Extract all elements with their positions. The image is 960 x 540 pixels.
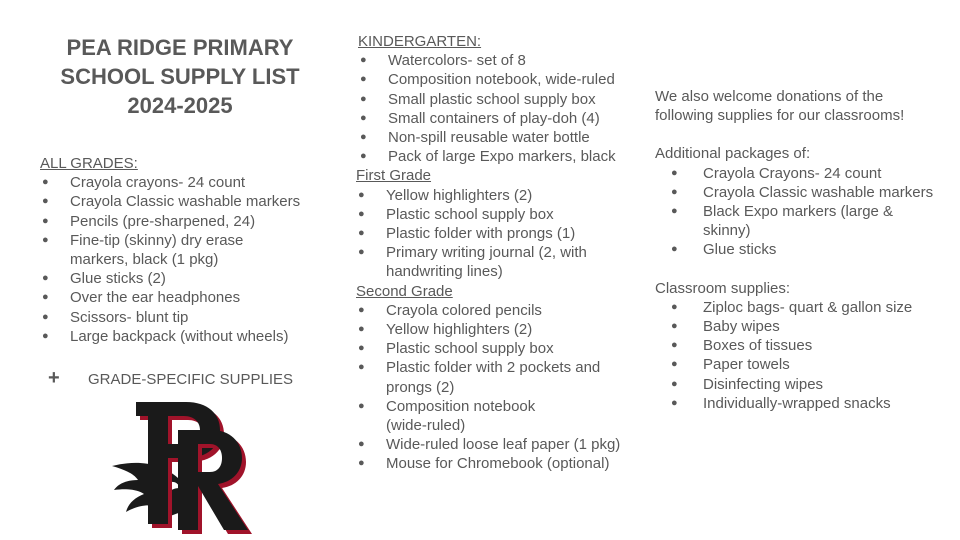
classroom-list <box>655 298 950 413</box>
list-item: ● Pack of large Expo markers, black <box>358 147 646 166</box>
title-line-3: 2024-2025 <box>127 93 233 118</box>
second-grade-section <box>356 282 646 474</box>
first-grade-list <box>356 186 646 282</box>
list-item: ● Pencils (pre-sharpened, 24) <box>40 212 330 231</box>
list-item: ● Paper towels <box>655 355 950 374</box>
pea-ridge-logo <box>108 400 258 538</box>
list-item: ● Over the ear headphones <box>40 288 330 307</box>
list-item: ● Disinfecting wipes <box>655 375 950 394</box>
list-item: ● Crayola colored pencils <box>356 301 646 320</box>
list-item: ● Crayola Crayons- 24 count <box>655 164 950 183</box>
list-item: ● Crayola Classic washable markers <box>655 183 950 202</box>
plus-icon: + <box>48 367 60 389</box>
list-item: ● Yellow highlighters (2) <box>356 186 646 205</box>
all-grades-heading: ALL GRADES: <box>40 155 138 172</box>
grade-lists-column <box>356 32 646 474</box>
kindergarten-section <box>356 32 646 166</box>
list-item: ● Wide-ruled loose leaf paper (1 pkg) <box>356 435 646 454</box>
list-item: ● Small containers of play-doh (4) <box>358 109 646 128</box>
additional-list <box>655 164 950 260</box>
first-grade-section <box>356 166 646 281</box>
list-item: ● Large backpack (without wheels) <box>40 327 330 346</box>
list-item: ● Plastic folder with prongs (1) <box>356 224 646 243</box>
list-item: ● Plastic school supply box <box>356 205 646 224</box>
list-item: ● Black Expo markers (large & skinny) <box>655 202 918 240</box>
page-title <box>30 33 330 120</box>
list-item: ● Fine-tip (skinny) dry erase markers, black (1 pkg) <box>40 231 270 269</box>
list-item: ● Primary writing journal (2, with handwriting lines) <box>356 243 616 281</box>
title-line-2: SCHOOL SUPPLY LIST <box>60 64 300 89</box>
list-item: ● Crayola crayons- 24 count <box>40 173 330 192</box>
all-grades-list <box>40 173 330 346</box>
list-item: ● Mouse for Chromebook (optional) <box>356 454 646 473</box>
first-grade-heading: First Grade <box>356 167 432 185</box>
classroom-heading: Classroom supplies: <box>655 279 791 297</box>
list-item: ● Glue sticks <box>655 240 950 259</box>
second-grade-heading: Second Grade <box>356 282 453 300</box>
list-item: ● Plastic folder with 2 pockets and prongs (2) <box>356 358 626 396</box>
list-item: ● Composition notebook (wide-ruled) <box>356 397 576 435</box>
list-item: ● Composition notebook, wide-ruled <box>358 70 646 89</box>
additional-heading: Additional packages of: <box>655 145 811 163</box>
list-item: ● Glue sticks (2) <box>40 269 330 288</box>
list-item: ● Scissors- blunt tip <box>40 308 330 327</box>
list-item: ● Crayola Classic washable markers <box>40 192 330 211</box>
donations-column <box>655 87 950 413</box>
title-line-1: PEA RIDGE PRIMARY <box>66 35 294 60</box>
list-item: ● Plastic school supply box <box>356 339 646 358</box>
list-item: ● Yellow highlighters (2) <box>356 320 646 339</box>
list-item: ● Baby wipes <box>655 317 950 336</box>
kindergarten-list <box>358 51 646 166</box>
list-item: ● Watercolors- set of 8 <box>358 51 646 70</box>
grade-specific-label: GRADE-SPECIFIC SUPPLIES <box>88 371 294 388</box>
donations-intro: We also welcome donations of the following supplies for our classrooms! <box>655 88 905 125</box>
list-item: ● Small plastic school supply box <box>358 90 646 109</box>
second-grade-list <box>356 301 646 474</box>
list-item: ● Non-spill reusable water bottle <box>358 128 646 147</box>
all-grades-section <box>40 154 330 346</box>
list-item: ● Boxes of tissues <box>655 336 950 355</box>
kindergarten-heading: KINDERGARTEN: <box>358 33 482 50</box>
list-item: ● Individually-wrapped snacks <box>655 394 950 413</box>
list-item: ● Ziploc bags- quart & gallon size <box>655 298 950 317</box>
